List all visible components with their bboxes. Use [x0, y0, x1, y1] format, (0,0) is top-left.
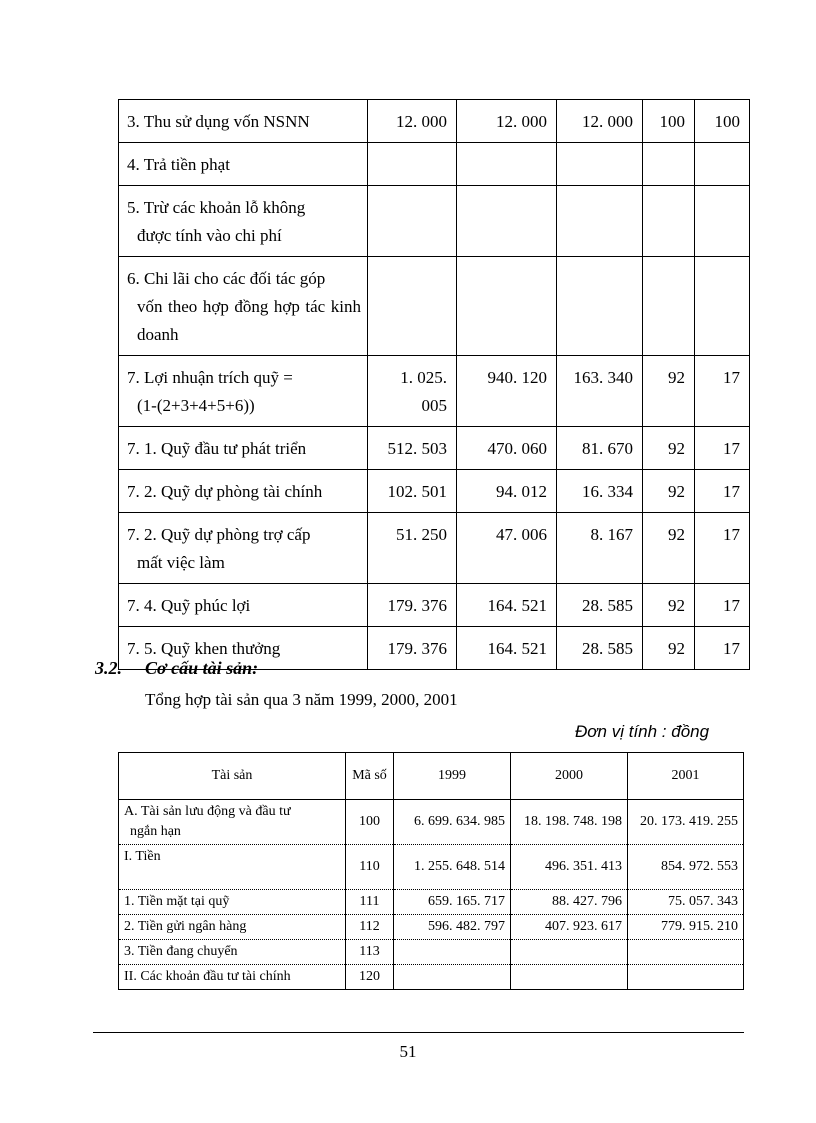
- value-2001: 12. 000: [557, 100, 643, 143]
- value-2000: 470. 060: [457, 427, 557, 470]
- value-2000: 94. 012: [457, 470, 557, 513]
- table-row: [119, 427, 750, 470]
- row-label: 3. Thu sử dụng vốn NSNN: [119, 100, 368, 143]
- percent-2: 17: [695, 356, 750, 427]
- row-label-continuation: (1-(2+3+4+5+6)): [137, 396, 255, 415]
- value-2000: 18. 198. 748. 198: [511, 800, 628, 845]
- value-2000: [457, 257, 557, 356]
- value-1999: 179. 376: [368, 584, 457, 627]
- percent-1: 92: [643, 584, 695, 627]
- header-code: Mã số: [346, 753, 394, 800]
- table-header-row: [119, 753, 744, 800]
- row-code: 110: [346, 845, 394, 890]
- value-2001: [557, 186, 643, 257]
- value-2001: 75. 057. 343: [628, 890, 744, 915]
- percent-2: 17: [695, 427, 750, 470]
- value-2000: 496. 351. 413: [511, 845, 628, 890]
- value-2000: [511, 965, 628, 990]
- row-label: 7. 5. Quỹ khen thưởng: [119, 627, 368, 670]
- section-title: Cơ cấu tài sản:: [145, 658, 259, 678]
- row-label: 7. 4. Quỹ phúc lợi: [119, 584, 368, 627]
- percent-2: 17: [695, 470, 750, 513]
- percent-1: [643, 143, 695, 186]
- profit-distribution-table: [118, 99, 750, 670]
- row-label-continuation: vốn theo hợp đồng hợp tác kinh doanh: [137, 297, 361, 344]
- value-2001: [557, 257, 643, 356]
- table-row: [119, 356, 750, 427]
- value-1999: 102. 501: [368, 470, 457, 513]
- value-1999: 512. 503: [368, 427, 457, 470]
- header-asset: Tài sản: [119, 753, 346, 800]
- value-2001: [628, 940, 744, 965]
- table-row: [119, 257, 750, 356]
- value-2001: 854. 972. 553: [628, 845, 744, 890]
- value-2000: 164. 521: [457, 627, 557, 670]
- asset-summary-table: [118, 752, 744, 990]
- row-label-continuation: mất việc làm: [137, 553, 225, 572]
- table-row: [119, 143, 750, 186]
- header-2000: 2000: [511, 753, 628, 800]
- table-row: [119, 915, 744, 940]
- percent-1: 92: [643, 356, 695, 427]
- row-label: A. Tài sản lưu động và đầu tư ngắn hạn: [119, 800, 346, 845]
- table-row: [119, 584, 750, 627]
- value-2001: 20. 173. 419. 255: [628, 800, 744, 845]
- value-1999: [368, 257, 457, 356]
- value-2001: 163. 340: [557, 356, 643, 427]
- table-row: [119, 940, 744, 965]
- percent-1: [643, 257, 695, 356]
- value-1999: 1. 025. 005: [368, 356, 457, 427]
- value-2000: 12. 000: [457, 100, 557, 143]
- value-1999: 51. 250: [368, 513, 457, 584]
- section-subtitle: Tổng hợp tài sản qua 3 năm 1999, 2000, 2001: [145, 690, 458, 709]
- percent-2: 100: [695, 100, 750, 143]
- table-row: [119, 845, 744, 890]
- table-row: [119, 186, 750, 257]
- value-2001: [557, 143, 643, 186]
- row-code: 111: [346, 890, 394, 915]
- row-label: I. Tiền: [119, 845, 346, 890]
- row-label: 5. Trừ các khoản lỗ không được tính vào chi phí: [119, 186, 368, 257]
- table-row: [119, 513, 750, 584]
- value-2000: 88. 427. 796: [511, 890, 628, 915]
- value-2000: [511, 940, 628, 965]
- percent-2: 17: [695, 627, 750, 670]
- row-label: 7. 1. Quỹ đầu tư phát triển: [119, 427, 368, 470]
- row-label: II. Các khoản đầu tư tài chính: [119, 965, 346, 990]
- percent-1: 92: [643, 513, 695, 584]
- row-label: 7. Lợi nhuận trích quỹ = (1-(2+3+4+5+6)): [119, 356, 368, 427]
- value-2001: [628, 965, 744, 990]
- value-2001: 779. 915. 210: [628, 915, 744, 940]
- page-number: 51: [399, 1042, 417, 1061]
- row-label: 3. Tiền đang chuyển: [119, 940, 346, 965]
- value-2000: 47. 006: [457, 513, 557, 584]
- table-row: [119, 965, 744, 990]
- value-2000: 407. 923. 617: [511, 915, 628, 940]
- value-1999: 12. 000: [368, 100, 457, 143]
- value-1999: 659. 165. 717: [394, 890, 511, 915]
- row-label-continuation: ngắn hạn: [130, 824, 181, 839]
- table-row: [119, 800, 744, 845]
- header-1999: 1999: [394, 753, 511, 800]
- value-2001: 28. 585: [557, 584, 643, 627]
- value-2001: 28. 585: [557, 627, 643, 670]
- value-2001: 8. 167: [557, 513, 643, 584]
- percent-1: 100: [643, 100, 695, 143]
- row-label: 2. Tiền gửi ngân hàng: [119, 915, 346, 940]
- percent-2: [695, 186, 750, 257]
- value-2000: 940. 120: [457, 356, 557, 427]
- percent-1: 92: [643, 427, 695, 470]
- row-label: 1. Tiền mặt tại quỹ: [119, 890, 346, 915]
- value-1999: 179. 376: [368, 627, 457, 670]
- percent-2: [695, 143, 750, 186]
- percent-2: 17: [695, 584, 750, 627]
- value-2001: 16. 334: [557, 470, 643, 513]
- table-row: [119, 100, 750, 143]
- value-1999: [394, 965, 511, 990]
- table-row: [119, 470, 750, 513]
- value-2001: 81. 670: [557, 427, 643, 470]
- row-code: 120: [346, 965, 394, 990]
- value-2000: [457, 143, 557, 186]
- value-1999: [394, 940, 511, 965]
- value-1999: 6. 699. 634. 985: [394, 800, 511, 845]
- value-2000: [457, 186, 557, 257]
- value-2000: 164. 521: [457, 584, 557, 627]
- row-code: 113: [346, 940, 394, 965]
- percent-1: 92: [643, 627, 695, 670]
- percent-2: [695, 257, 750, 356]
- footer-divider: [93, 1032, 744, 1033]
- value-1999: 1. 255. 648. 514: [394, 845, 511, 890]
- row-label: 7. 2. Quỹ dự phòng tài chính: [119, 470, 368, 513]
- value-1999: [368, 186, 457, 257]
- value-1999: 596. 482. 797: [394, 915, 511, 940]
- row-label-continuation: được tính vào chi phí: [137, 226, 282, 245]
- row-label: 7. 2. Quỹ dự phòng trợ cấp mất việc làm: [119, 513, 368, 584]
- value-1999: [368, 143, 457, 186]
- unit-note: Đơn vị tính : đồng: [575, 722, 710, 741]
- row-code: 100: [346, 800, 394, 845]
- row-label: 6. Chi lãi cho các đối tác góp vốn theo hợp đồng hợp tác kinh doanh: [119, 257, 368, 356]
- table-row: [119, 890, 744, 915]
- percent-1: 92: [643, 470, 695, 513]
- header-2001: 2001: [628, 753, 744, 800]
- row-code: 112: [346, 915, 394, 940]
- percent-1: [643, 186, 695, 257]
- section-number: 3.2.: [95, 658, 122, 678]
- percent-2: 17: [695, 513, 750, 584]
- row-label: 4. Trả tiền phạt: [119, 143, 368, 186]
